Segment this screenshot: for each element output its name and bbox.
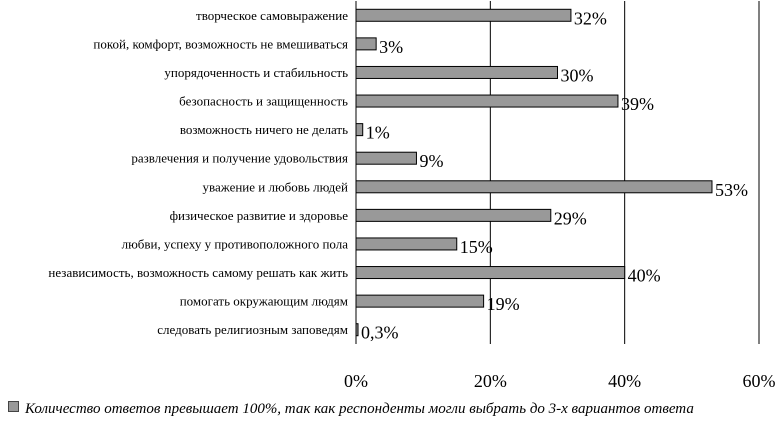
value-label: 32% — [573, 8, 607, 29]
value-label: 3% — [379, 36, 404, 57]
x-tick-label: 40% — [608, 371, 642, 391]
category-label: безопасность и защищенность — [179, 93, 348, 109]
bar — [356, 295, 484, 307]
bar — [356, 38, 376, 50]
legend — [8, 401, 694, 418]
value-label: 15% — [459, 236, 493, 257]
category-labels — [48, 8, 348, 337]
bar — [356, 9, 571, 21]
value-label: 29% — [553, 208, 587, 229]
category-label: независимость, возможность самому решать как жить — [48, 265, 348, 281]
category-label: творческое самовыражение — [196, 7, 348, 23]
category-label: любви, успеху у противоположного пола — [121, 236, 348, 252]
category-label: возможность ничего не делать — [179, 122, 348, 138]
value-label: 19% — [486, 294, 520, 315]
bars — [356, 9, 712, 335]
grid-lines — [490, 1, 759, 344]
value-labels — [361, 8, 748, 342]
value-label: 1% — [365, 122, 390, 143]
bar — [356, 95, 618, 107]
bar — [356, 124, 363, 136]
bar — [356, 209, 551, 221]
category-label: покой, комфорт, возможность не вмешиваться — [93, 36, 348, 52]
bar — [356, 181, 712, 193]
value-label: 53% — [714, 179, 748, 200]
legend-swatch — [8, 401, 19, 412]
value-label: 40% — [627, 265, 661, 286]
x-tick-label: 60% — [742, 371, 776, 391]
bar — [356, 267, 625, 279]
value-label: 30% — [560, 65, 594, 86]
category-label: уважение и любовь людей — [202, 179, 348, 195]
category-label: упорядоченность и стабильность — [164, 64, 348, 80]
value-label: 0,3% — [361, 322, 399, 343]
value-label: 39% — [620, 94, 654, 115]
x-tick-label: 20% — [473, 371, 507, 391]
legend-text: Количество ответов превышает 100%, так как респонденты могли выбрать до 3-х вариантов ответа — [25, 401, 694, 417]
category-label: развлечения и получение удовольствия — [131, 150, 348, 166]
bar — [356, 238, 457, 250]
bar — [356, 66, 558, 78]
value-label: 9% — [419, 151, 444, 172]
category-label: помогать окружающим людям — [179, 293, 348, 309]
bar — [356, 152, 416, 164]
category-label: следовать религиозным заповедям — [157, 322, 348, 338]
x-tick-label: 0% — [344, 371, 368, 391]
category-label: физическое развитие и здоровье — [169, 207, 348, 223]
x-tick-labels — [344, 371, 776, 391]
